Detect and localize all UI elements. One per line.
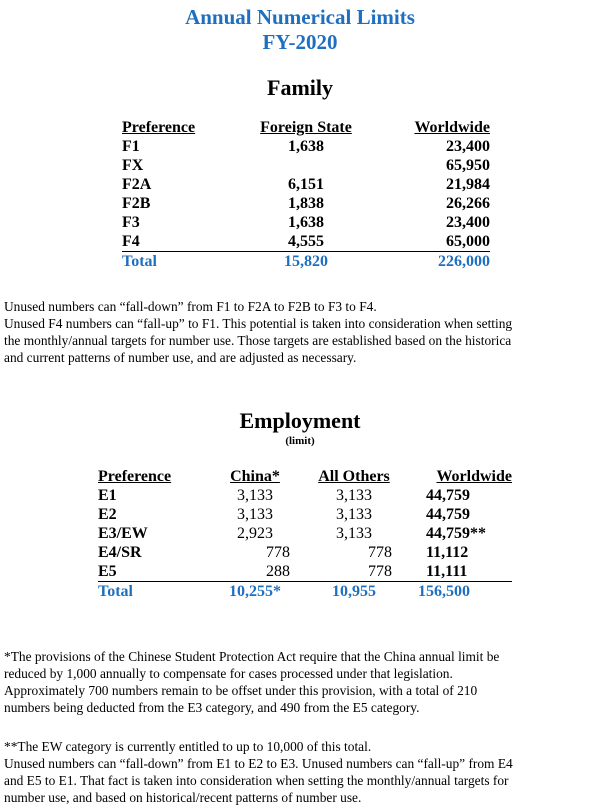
row-worldwide: 44,759 bbox=[426, 487, 470, 504]
row-all-others: 778 bbox=[302, 562, 406, 582]
table-row bbox=[98, 524, 512, 543]
row-foreign-state: 4,555 bbox=[250, 232, 362, 252]
note-line: numbers being deducted from the E3 category, and 490 from the E5 category. bbox=[4, 700, 420, 715]
total-worldwide: 226,000 bbox=[438, 253, 490, 270]
row-worldwide: 21,984 bbox=[446, 176, 490, 193]
note-line: Approximately 700 numbers remain to be offset under this provision, with a total of 210 bbox=[4, 683, 478, 698]
family-total-row bbox=[122, 252, 490, 272]
total-label: Total bbox=[122, 253, 157, 270]
row-china: 3,133 bbox=[237, 506, 273, 523]
table-row bbox=[122, 137, 490, 156]
ew-footnote bbox=[4, 738, 596, 806]
note-line: reduced by 1,000 annually to compensate for cases processed under that legislation. bbox=[4, 666, 453, 681]
row-all-others: 778 bbox=[368, 544, 392, 561]
page-subtitle-fiscal-year: FY-2020 bbox=[262, 30, 338, 54]
row-worldwide: 65,950 bbox=[446, 157, 490, 174]
row-foreign-state: 1,838 bbox=[288, 195, 324, 212]
table-row bbox=[98, 562, 512, 582]
row-preference: E5 bbox=[98, 562, 208, 582]
employment-table bbox=[98, 467, 512, 601]
col-header-preference: Preference bbox=[98, 468, 172, 485]
family-heading: Family bbox=[267, 75, 333, 100]
row-worldwide: 26,266 bbox=[446, 195, 490, 212]
note-line: number use, and based on historical/recent patterns of number use. bbox=[4, 790, 362, 805]
row-china: 778 bbox=[266, 544, 290, 561]
employment-heading: Employment bbox=[239, 408, 361, 433]
table-row bbox=[98, 505, 512, 524]
row-all-others: 3,133 bbox=[336, 506, 372, 523]
table-row bbox=[122, 156, 490, 175]
row-worldwide: 11,112 bbox=[426, 544, 469, 561]
table-row bbox=[98, 486, 512, 505]
total-worldwide: 156,500 bbox=[418, 583, 470, 600]
row-preference: F2B bbox=[122, 195, 151, 212]
note-line: and current patterns of number use, and are adjusted as necessary. bbox=[4, 350, 357, 365]
col-header-preference: Preference bbox=[122, 119, 196, 136]
row-china: 2,923 bbox=[237, 525, 273, 542]
table-row bbox=[122, 232, 490, 252]
row-foreign-state bbox=[250, 156, 362, 175]
row-preference: F3 bbox=[122, 214, 140, 231]
table-row bbox=[122, 194, 490, 213]
employment-total-row bbox=[98, 582, 512, 602]
row-worldwide: 23,400 bbox=[446, 138, 490, 155]
total-label: Total bbox=[98, 583, 133, 600]
total-all-others: 10,955 bbox=[332, 583, 376, 600]
col-header-foreign-state: Foreign State bbox=[260, 119, 352, 136]
row-preference: E2 bbox=[98, 506, 117, 523]
row-preference: E1 bbox=[98, 487, 117, 504]
total-foreign-state: 15,820 bbox=[284, 253, 328, 270]
row-china: 288 bbox=[208, 562, 302, 582]
row-preference: F2A bbox=[122, 176, 152, 193]
page-title: Annual Numerical Limits bbox=[185, 5, 415, 29]
row-all-others: 3,133 bbox=[336, 487, 372, 504]
row-worldwide: 23,400 bbox=[446, 214, 490, 231]
row-foreign-state: 1,638 bbox=[288, 214, 324, 231]
row-preference: E4/SR bbox=[98, 544, 142, 561]
total-china: 10,255* bbox=[229, 583, 281, 600]
col-header-all-others: All Others bbox=[318, 468, 390, 485]
row-all-others: 3,133 bbox=[336, 525, 372, 542]
note-line: Unused numbers can “fall-down” from E1 to E2 to E3. Unused numbers can “fall-up” from E4 bbox=[4, 756, 513, 771]
row-worldwide: 44,759 bbox=[426, 506, 470, 523]
table-row bbox=[122, 213, 490, 232]
row-preference: FX bbox=[122, 157, 144, 174]
col-header-worldwide: Worldwide bbox=[436, 468, 512, 485]
row-foreign-state: 6,151 bbox=[288, 176, 324, 193]
china-footnote bbox=[4, 648, 596, 716]
family-notes bbox=[4, 298, 596, 366]
note-line: *The provisions of the Chinese Student Protection Act require that the China annual limit be bbox=[4, 649, 500, 664]
row-preference: E3/EW bbox=[98, 525, 148, 542]
row-preference: F4 bbox=[122, 232, 250, 252]
col-header-china: China* bbox=[230, 468, 280, 485]
family-header-row bbox=[122, 118, 490, 137]
row-china: 3,133 bbox=[237, 487, 273, 504]
table-row bbox=[98, 543, 512, 562]
note-line: and E5 to E1. That fact is taken into consideration when setting the monthly/annual targets for bbox=[4, 773, 509, 788]
row-worldwide: 44,759** bbox=[426, 525, 486, 542]
table-row bbox=[122, 175, 490, 194]
note-line: **The EW category is currently entitled to up to 10,000 of this total. bbox=[4, 739, 372, 754]
note-line: the monthly/annual targets for number use. Those targets are established based on the historica bbox=[4, 333, 512, 348]
row-worldwide: 11,111 bbox=[406, 562, 512, 582]
family-table bbox=[122, 118, 490, 271]
row-worldwide: 65,000 bbox=[362, 232, 490, 252]
employment-header-row bbox=[98, 467, 512, 486]
note-line: Unused F4 numbers can “fall-up” to F1. This potential is taken into consideration when setting bbox=[4, 316, 513, 331]
employment-subheading: (limit) bbox=[285, 435, 315, 447]
row-preference: F1 bbox=[122, 138, 140, 155]
note-line: Unused numbers can “fall-down” from F1 to F2A to F2B to F3 to F4. bbox=[4, 299, 377, 314]
col-header-worldwide: Worldwide bbox=[414, 119, 490, 136]
row-foreign-state: 1,638 bbox=[288, 138, 324, 155]
